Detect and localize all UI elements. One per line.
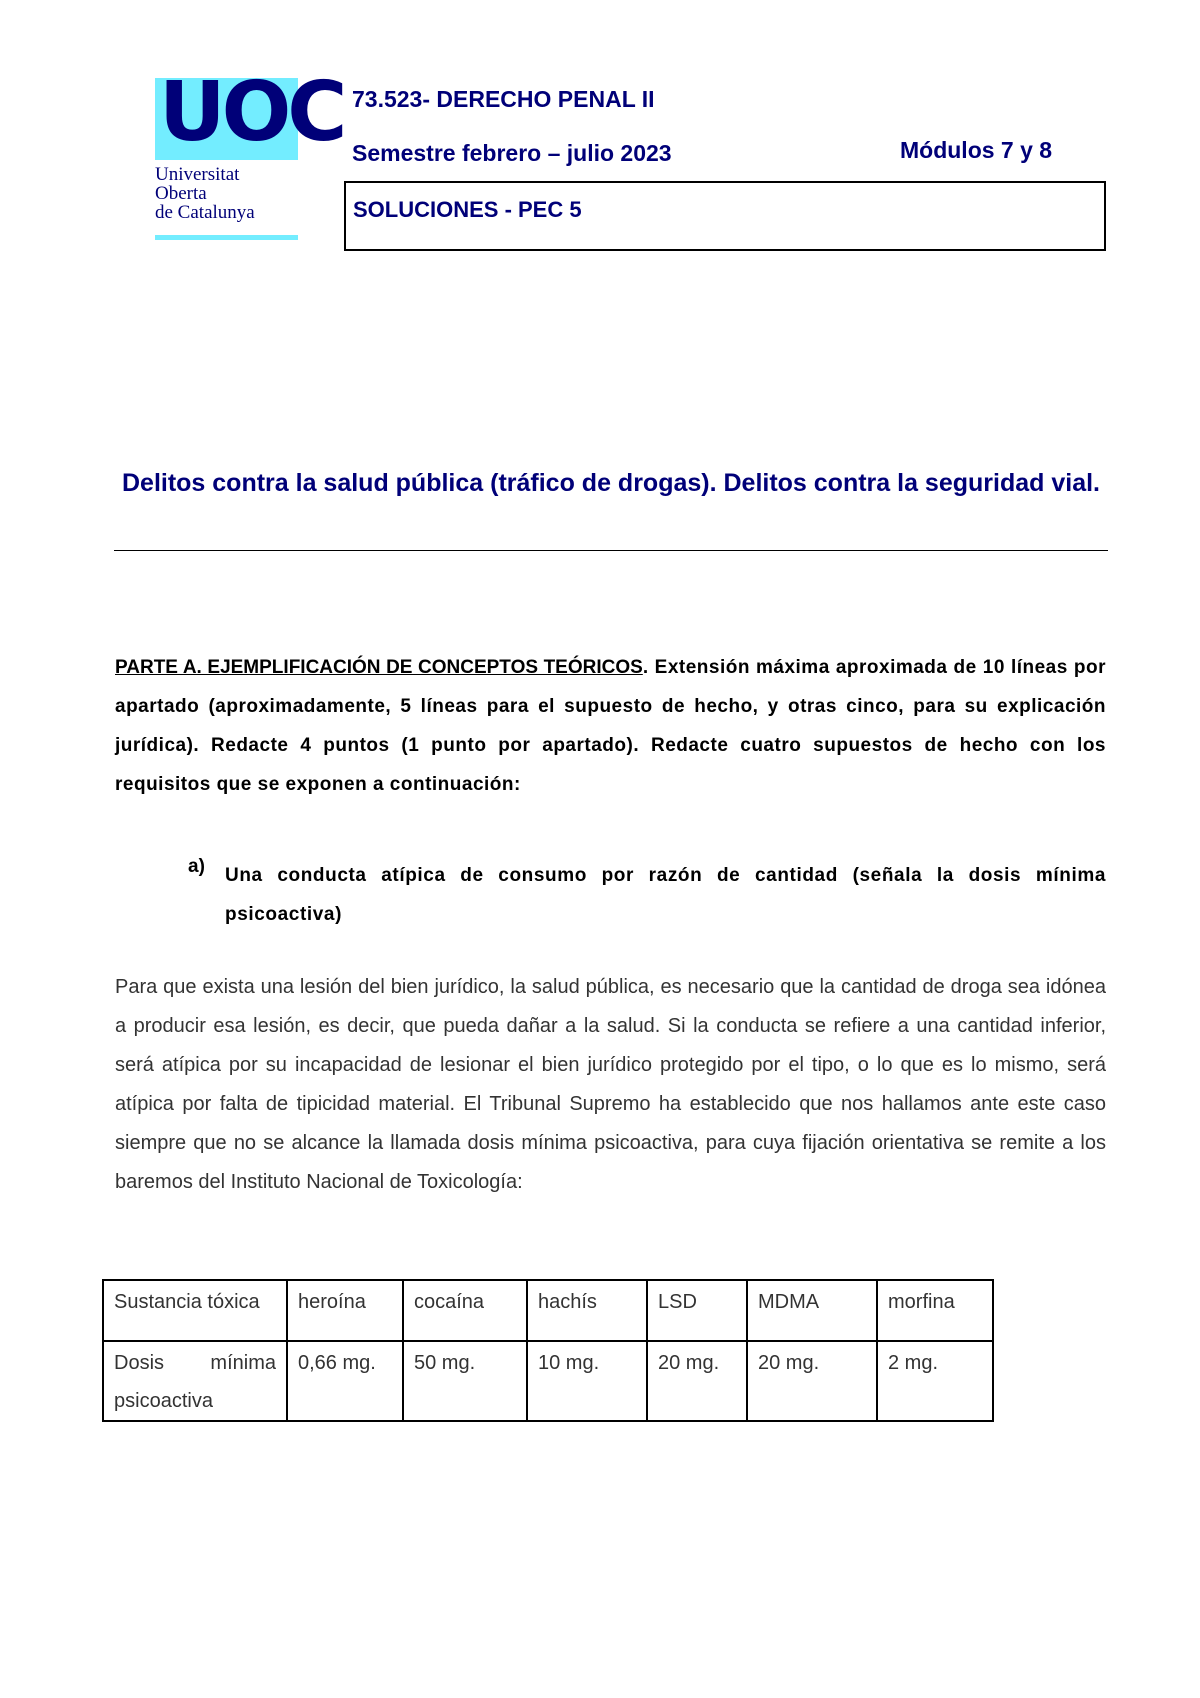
item-a-marker: a) xyxy=(188,856,205,877)
logo-bar xyxy=(155,235,298,240)
part-a-heading: PARTE A. EJEMPLIFICACIÓN DE CONCEPTOS TEÓRICOS xyxy=(115,657,643,678)
table-cell: 20 mg. xyxy=(647,1341,747,1421)
part-a-paragraph xyxy=(115,648,1106,804)
item-a-text: Una conducta atípica de consumo por razón de cantidad (señala la dosis mínima psicoactiva) xyxy=(225,865,1106,925)
table-cell: MDMA xyxy=(747,1280,877,1341)
semester: Semestre febrero – julio 2023 xyxy=(352,140,672,166)
table-header-row xyxy=(103,1280,993,1341)
solutions-box xyxy=(344,181,1106,251)
logo-name-line-3: de Catalunya xyxy=(155,202,255,223)
logo-name-line-2: Oberta xyxy=(155,183,207,204)
course-title: 73.523- DERECHO PENAL II xyxy=(352,86,655,112)
table-cell: 50 mg. xyxy=(403,1341,527,1421)
table-cell: heroína xyxy=(287,1280,403,1341)
table-row xyxy=(103,1341,993,1421)
table-cell: LSD xyxy=(647,1280,747,1341)
solutions-label: SOLUCIONES - PEC 5 xyxy=(353,197,582,222)
modules: Módulos 7 y 8 xyxy=(900,137,1053,163)
table-cell: cocaína xyxy=(403,1280,527,1341)
table-cell: hachís xyxy=(527,1280,647,1341)
title-divider xyxy=(114,550,1108,551)
body-paragraph: Para que exista una lesión del bien jurídico, la salud pública, es necesario que la cantidad de droga sea idónea a producir esa lesión, es decir, que pueda dañar a la salud. Si la conducta se refiere a una cantidad inferior, será atípica por su incapacidad de lesionar el bien jurídico protegido por el tipo, o lo que es lo mismo, será atípica por falta de tipicidad material. El Tribunal Supremo ha establecido que nos hallamos ante este caso siempre que no se alcance la llamada dosis mínima psicoactiva, para cuya fijación orientativa se remite a los baremos del Instituto Nacional de Toxicología: xyxy=(115,976,1106,1193)
table-cell: Sustancia tóxica xyxy=(103,1280,287,1341)
table-cell: morfina xyxy=(877,1280,993,1341)
uoc-logo xyxy=(155,65,344,243)
document-title: Delitos contra la salud pública (tráfico de drogas). Delitos contra la seguridad vial. xyxy=(121,469,1100,497)
table-cell: 10 mg. xyxy=(527,1341,647,1421)
part-a-instructions: . Extensión máxima aproximada de 10 líneas por apartado (aproximadamente, 5 líneas para el supuesto de hecho, y otras cinco, para su explicación jurídica). Redacte 4 puntos (1 punto por apartado). Redacte cuatro supuestos de hecho con los requisitos que se exponen a continuación: xyxy=(115,657,1106,795)
dose-table xyxy=(102,1279,994,1422)
logo-name-line-1: Universitat xyxy=(155,164,240,185)
table-cell: 20 mg. xyxy=(747,1341,877,1421)
table-cell: 2 mg. xyxy=(877,1341,993,1421)
table-cell: 0,66 mg. xyxy=(287,1341,403,1421)
table-cell: Dosis mínima psicoactiva xyxy=(103,1341,287,1421)
logo-letters: UOC xyxy=(159,65,344,160)
